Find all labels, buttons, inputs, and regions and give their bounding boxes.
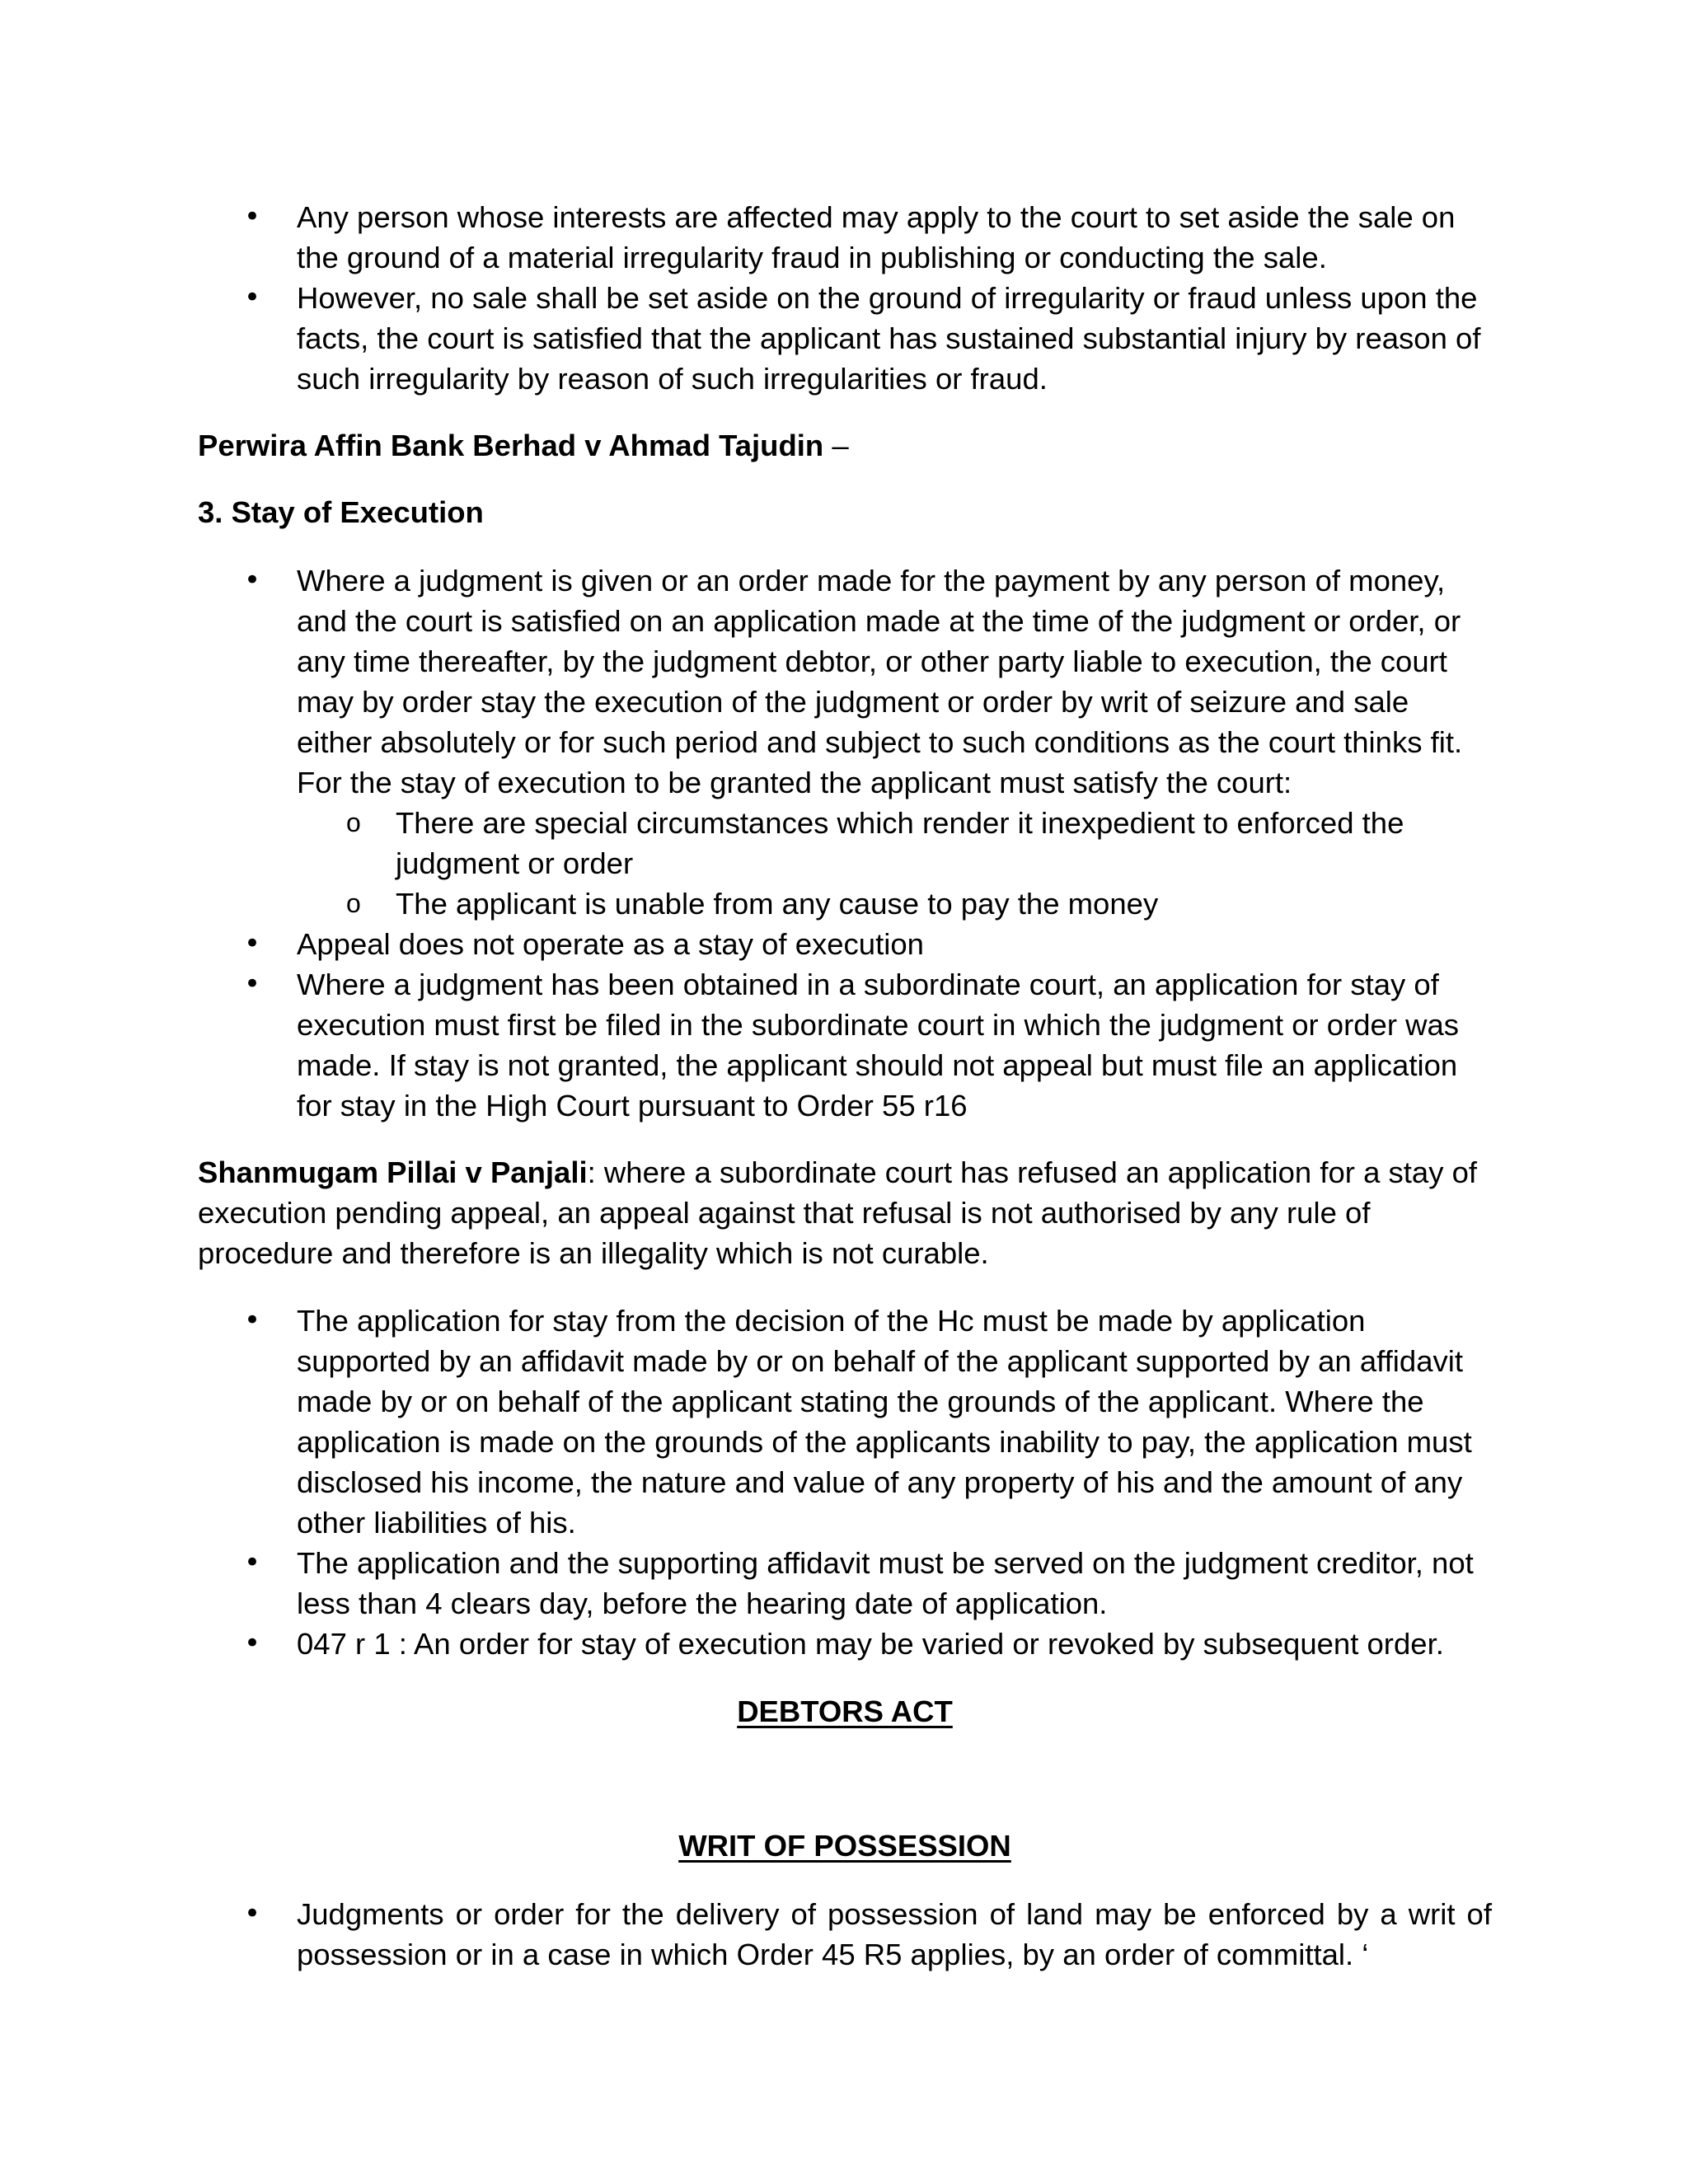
- list-item: • Where a judgment has been obtained in a subordinate court, an application for stay of execution must first be filed in the subordinate court in which the judgment or order was made. If stay is not granted, the applicant should not appeal but must file an application for stay in the High Court pursuant to Order 55 r16: [198, 964, 1492, 1126]
- debtors-act-title: DEBTORS ACT: [737, 1694, 953, 1728]
- case-name: Shanmugam Pillai v Panjali: [198, 1155, 588, 1189]
- case-text: : where a subordinate court has refused an application for a stay of execution pending appeal, an appeal against that refusal is not authorised by any rule of procedure and therefore is an illegality which is not curable.: [198, 1155, 1478, 1270]
- application-bullets: [198, 1301, 1492, 1664]
- list-item: • 047 r 1 : An order for stay of execution may be varied or revoked by subsequent order.: [198, 1624, 1492, 1664]
- list-item: • Any person whose interests are affected may apply to the court to set aside the sale on the ground of a material irregularity fraud in publishing or conducting the sale.: [198, 197, 1492, 278]
- sub-bullet-list: [198, 803, 1492, 924]
- bullet-list: [198, 1301, 1492, 1664]
- writ-bullets: [198, 1894, 1492, 1975]
- case-citation: [198, 425, 1492, 466]
- list-item: [198, 560, 1492, 924]
- case-paragraph: [198, 1152, 1488, 1273]
- list-item: • Appeal does not operate as a stay of execution: [198, 924, 1492, 964]
- list-item: • Judgments or order for the delivery of possession of land may be enforced by a writ of possession or in a case in which Order 45 R5 applies, by an order of committal. ‘: [198, 1894, 1492, 1975]
- list-item: • The application and the supporting affidavit must be served on the judgment creditor, not less than 4 clears day, before the hearing date of application.: [198, 1543, 1492, 1624]
- bullet-list: [198, 1894, 1492, 1975]
- list-item: • However, no sale shall be set aside on the ground of irregularity or fraud unless upon the facts, the court is satisfied that the applicant has sustained substantial injury by reason of such irregularity by reason of such irregularities or fraud.: [198, 278, 1492, 399]
- list-item-text: Where a judgment is given or an order made for the payment by any person of money, and the court is satisfied on an application made at the time of the judgment or order, or any time thereafter, by the judgment debtor, or other party liable to execution, the court may by order stay the execution of the judgment or order by writ of seizure and sale either absolutely or for such period and subject to such conditions as the court thinks fit. For the stay of execution to be granted the applicant must satisfy the court:: [297, 564, 1463, 799]
- sub-list-item: o There are special circumstances which render it inexpedient to enforced the judgment or order: [297, 803, 1492, 883]
- list-item: • The application for stay from the decision of the Hc must be made by application supported by an affidavit made by or on behalf of the applicant supported by an affidavit made by or on behalf of the applicant stating the grounds of the applicant. Where the application is made on the grounds of the applicants inability to pay, the application must disclosed his income, the nature and value of any property of his and the amount of any other liabilities of his.: [198, 1301, 1492, 1543]
- bullet-list: [198, 197, 1492, 399]
- stay-bullets: [198, 560, 1492, 1126]
- sub-list-item: o The applicant is unable from any cause to pay the money: [297, 883, 1492, 924]
- case-name: Perwira Affin Bank Berhad v Ahmad Tajudin: [198, 429, 824, 462]
- bullet-list: [198, 560, 1492, 1126]
- case-dash: –: [823, 429, 849, 462]
- writ-title: WRIT OF POSSESSION: [678, 1829, 1011, 1863]
- sale-bullets: [198, 197, 1492, 399]
- section-heading: 3. Stay of Execution: [198, 495, 484, 529]
